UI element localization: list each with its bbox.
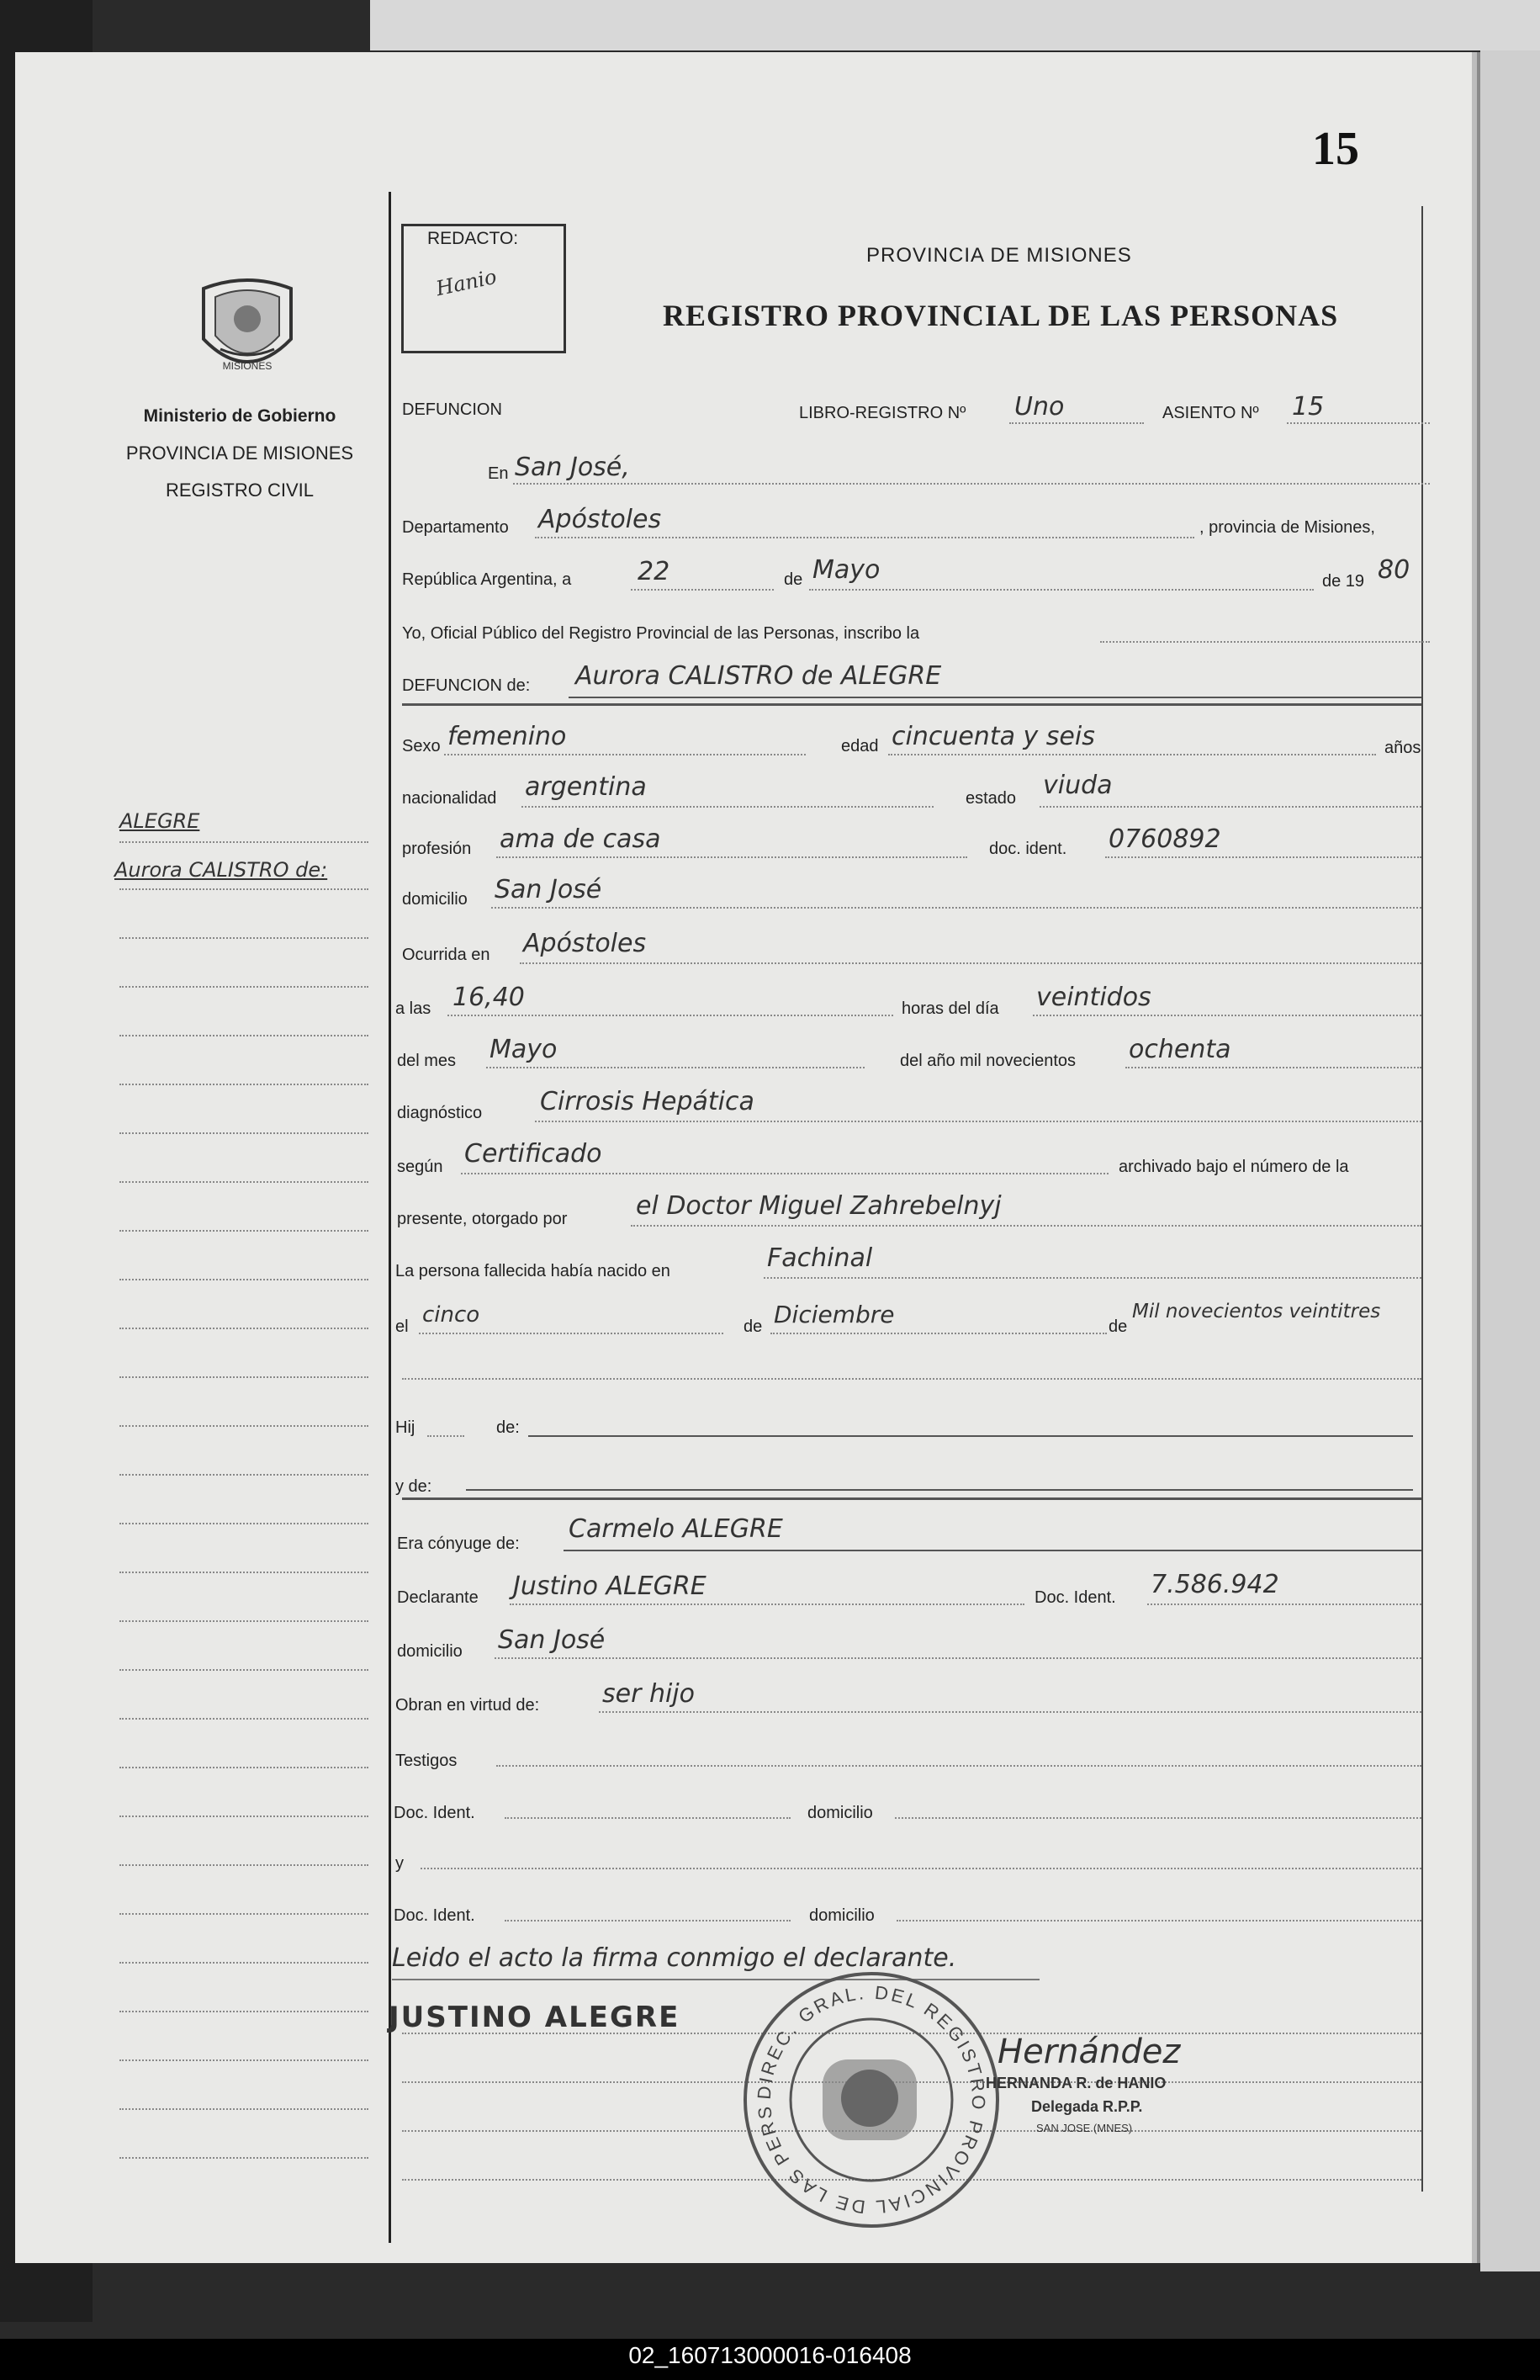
diagnostico-label: diagnóstico xyxy=(397,1104,483,1122)
margin-rule xyxy=(119,1084,368,1085)
margin-rule xyxy=(119,2059,368,2061)
hij-label: Hij xyxy=(395,1418,415,1437)
anos-label: años xyxy=(1384,739,1421,757)
testigo2-domicilio-label: domicilio xyxy=(809,1906,875,1925)
margin-rule xyxy=(119,1132,368,1134)
en-line xyxy=(513,483,1430,485)
defuncion-de-label: DEFUNCION de: xyxy=(402,676,531,695)
domicilio2-line xyxy=(495,1657,1421,1659)
province-title: PROVINCIA DE MISIONES xyxy=(866,244,1132,267)
margin-rule xyxy=(119,1572,368,1573)
edad-line xyxy=(888,754,1376,755)
official-place: SAN JOSE (MNES) xyxy=(1036,2122,1133,2134)
y-de-line xyxy=(466,1489,1413,1491)
declarante-doc-line xyxy=(1147,1603,1421,1605)
margin-rule xyxy=(119,1913,368,1915)
declarante-doc-value: 7.586.942 xyxy=(1151,1570,1279,1599)
registry-title: REGISTRO PROVINCIAL DE LAS PERSONAS xyxy=(663,299,1339,332)
birth-month-line xyxy=(770,1333,1107,1334)
y-line xyxy=(421,1868,1421,1869)
presente-value: el Doctor Miguel Zahrebelnyj xyxy=(636,1191,1002,1221)
asiento-value: 15 xyxy=(1292,392,1325,421)
seal-text: DIREC. GRAL. DEL REGISTRO PROVINCIAL DE LAS PERS xyxy=(753,1981,990,2218)
segun-value: Certificado xyxy=(464,1139,602,1169)
margin-rule xyxy=(119,841,368,843)
month-value: Mayo xyxy=(812,555,881,585)
a-las-label: a las xyxy=(395,999,431,1018)
libro-line xyxy=(1009,422,1144,424)
profesion-value: ama de casa xyxy=(500,824,661,854)
asiento-label: ASIENTO Nº xyxy=(1162,404,1259,422)
registry-civil-label: REGISTRO CIVIL xyxy=(165,480,315,501)
hora-value: 16,40 xyxy=(452,983,525,1012)
conyuge-line xyxy=(564,1550,1421,1551)
y-de-label: y de: xyxy=(395,1477,432,1496)
estado-label: estado xyxy=(966,789,1017,808)
deceased-name: Aurora CALISTRO de ALEGRE xyxy=(575,661,942,691)
margin-rule xyxy=(119,1669,368,1671)
margin-rule xyxy=(119,888,368,890)
profesion-label: profesión xyxy=(402,840,472,858)
nacionalidad-value: argentina xyxy=(525,772,647,802)
diagnostico-value: Cirrosis Hepática xyxy=(540,1087,754,1116)
doc-ident-value: 0760892 xyxy=(1109,824,1221,854)
republica-label: República Argentina, a xyxy=(402,570,572,589)
nacido-label: La persona fallecida había nacido en xyxy=(395,1262,670,1280)
diagnostico-line xyxy=(535,1121,1421,1122)
y-label: y xyxy=(395,1854,404,1873)
margin-rule xyxy=(119,1815,368,1817)
day-line xyxy=(631,589,774,591)
page-right-edge xyxy=(1480,50,1540,2271)
del-mes-label: del mes xyxy=(397,1052,457,1070)
section-rule xyxy=(402,703,1421,706)
testigo2-doc-line xyxy=(505,1920,791,1921)
testigo2-domicilio-line xyxy=(897,1920,1421,1921)
conyuge-value: Carmelo ALEGRE xyxy=(569,1514,783,1544)
margin-rule xyxy=(119,2011,368,2012)
leido-text: Leido el acto la firma conmigo el declarante. xyxy=(392,1943,957,1973)
mes-line xyxy=(486,1067,865,1068)
testigo1-doc-line xyxy=(505,1817,791,1819)
margin-rule xyxy=(119,1864,368,1866)
extra-line xyxy=(402,1378,1421,1380)
margin-rule xyxy=(119,1718,368,1720)
margin-rule xyxy=(119,1474,368,1476)
margin-rule xyxy=(119,2157,368,2159)
segun-label: según xyxy=(397,1158,443,1176)
shield-text: MISIONES xyxy=(222,360,273,372)
presente-label: presente, otorgado por xyxy=(397,1210,568,1228)
defuncion-heading: DEFUNCION xyxy=(402,400,502,419)
official-name: HERNANDA R. de HANIO xyxy=(986,2075,1167,2091)
left-province-label: PROVINCIA DE MISIONES xyxy=(125,443,354,464)
conyuge-label: Era cónyuge de: xyxy=(397,1535,520,1553)
margin-surname: ALEGRE xyxy=(119,809,200,833)
estado-line xyxy=(1040,806,1421,808)
deceased-name-line xyxy=(569,697,1421,698)
de-year-label: de 19 xyxy=(1322,572,1365,591)
asiento-line xyxy=(1287,422,1430,424)
de-label-3: de xyxy=(1109,1317,1128,1336)
provincia-suffix: , provincia de Misiones, xyxy=(1199,518,1375,537)
de-label: de xyxy=(784,570,803,589)
edad-value: cincuenta y seis xyxy=(892,722,1095,751)
hij-de-line xyxy=(528,1435,1413,1437)
departamento-line xyxy=(535,537,1194,538)
month-line xyxy=(809,589,1314,591)
declarante-signature: JUSTINO ALEGRE xyxy=(389,2001,680,2034)
nacionalidad-line xyxy=(521,806,934,808)
image-caption: 02_160713000016-016408 xyxy=(628,2342,912,2368)
profesion-line xyxy=(496,856,967,858)
ministry-label: Ministerio de Gobierno xyxy=(143,406,336,426)
edad-label: edad xyxy=(841,737,879,755)
estado-value: viuda xyxy=(1043,771,1113,800)
section-rule-2 xyxy=(402,1497,1421,1500)
domicilio-line xyxy=(491,907,1421,909)
margin-rule xyxy=(119,937,368,939)
mes-value: Mayo xyxy=(490,1035,558,1064)
ano-line xyxy=(1125,1067,1421,1068)
obran-line xyxy=(599,1711,1421,1713)
dia-value: veintidos xyxy=(1036,983,1151,1012)
margin-rule xyxy=(119,1328,368,1329)
testigo1-domicilio-label: domicilio xyxy=(807,1804,873,1822)
province-shield-icon xyxy=(195,272,299,389)
redacto-signature: Hanio xyxy=(433,264,499,301)
el-label: el xyxy=(395,1317,409,1336)
official-role: Delegada R.P.P. xyxy=(1031,2098,1143,2115)
declarante-label: Declarante xyxy=(397,1588,479,1607)
margin-rule xyxy=(119,1425,368,1427)
archivado-label: archivado bajo el número de la xyxy=(1119,1158,1349,1176)
horas-label: horas del día xyxy=(902,999,999,1018)
margin-rule xyxy=(119,1767,368,1768)
ocurrida-line xyxy=(520,962,1421,964)
libro-label: LIBRO-REGISTRO Nº xyxy=(799,404,966,422)
oficial-line xyxy=(1100,641,1430,643)
margin-rule xyxy=(119,1181,368,1183)
testigo1-domicilio-line xyxy=(895,1817,1421,1819)
domicilio2-value: San José xyxy=(498,1625,606,1655)
doc-ident-label: doc. ident. xyxy=(989,840,1067,858)
ano-value: ochenta xyxy=(1129,1035,1231,1064)
nacido-line xyxy=(764,1277,1421,1279)
sexo-value: femenino xyxy=(447,722,567,751)
official-signature: Hernández xyxy=(998,2033,1181,2071)
margin-rule xyxy=(119,986,368,988)
right-border xyxy=(1421,206,1423,2192)
page-top-edge xyxy=(370,0,1540,50)
testigo1-doc-label: Doc. Ident. xyxy=(394,1804,475,1822)
hora-line xyxy=(447,1015,893,1016)
en-label: En xyxy=(488,464,509,483)
presente-line xyxy=(631,1225,1421,1227)
year-value: 80 xyxy=(1378,555,1410,585)
redacto-label: REDACTO: xyxy=(427,229,519,248)
margin-rule xyxy=(119,1620,368,1622)
margin-full-name: Aurora CALISTRO de: xyxy=(114,858,328,882)
hij-line xyxy=(427,1435,464,1437)
margin-rule xyxy=(119,2108,368,2110)
page-number: 15 xyxy=(1312,123,1359,175)
en-value: San José, xyxy=(515,453,630,482)
domicilio-value: San José xyxy=(495,875,602,904)
el-line xyxy=(419,1333,723,1334)
domicilio-label: domicilio xyxy=(402,890,468,909)
birth-year-value: Mil novecientos veintitres xyxy=(1132,1301,1381,1323)
segun-line xyxy=(461,1173,1109,1174)
testigo2-doc-label: Doc. Ident. xyxy=(394,1906,475,1925)
domicilio2-label: domicilio xyxy=(397,1642,463,1661)
obran-label: Obran en virtud de: xyxy=(395,1696,540,1715)
margin-rule xyxy=(119,1230,368,1232)
oficial-text: Yo, Oficial Público del Registro Provincial de las Personas, inscribo la xyxy=(402,624,920,643)
departamento-value: Apóstoles xyxy=(538,505,662,534)
ocurrida-value: Apóstoles xyxy=(523,929,647,958)
testigos-line xyxy=(496,1765,1421,1767)
doc-ident-line xyxy=(1105,856,1421,858)
dia-line xyxy=(1033,1015,1421,1016)
declarante-value: Justino ALEGRE xyxy=(513,1572,706,1601)
margin-rule xyxy=(119,1035,368,1036)
birth-month-value: Diciembre xyxy=(774,1301,895,1328)
margin-rule xyxy=(119,1523,368,1524)
margin-rule xyxy=(119,1279,368,1280)
de-label-2: de xyxy=(744,1317,763,1336)
sexo-line xyxy=(444,754,806,755)
margin-rule xyxy=(119,1962,368,1964)
nacionalidad-label: nacionalidad xyxy=(402,789,497,808)
sexo-label: Sexo xyxy=(402,737,441,755)
official-seal-icon xyxy=(738,1967,1004,2237)
hij-de-label: de: xyxy=(496,1418,520,1437)
day-value: 22 xyxy=(638,557,670,586)
el-value: cinco xyxy=(422,1302,480,1328)
margin-rule xyxy=(119,1376,368,1378)
declarante-doc-label: Doc. Ident. xyxy=(1035,1588,1116,1607)
declarante-line xyxy=(510,1603,1024,1605)
departamento-label: Departamento xyxy=(402,518,509,537)
libro-value: Uno xyxy=(1014,392,1065,421)
testigos-label: Testigos xyxy=(395,1752,458,1770)
nacido-value: Fachinal xyxy=(767,1243,873,1273)
ocurrida-label: Ocurrida en xyxy=(402,946,490,964)
margin-divider xyxy=(389,192,391,2243)
del-ano-label: del año mil novecientos xyxy=(900,1052,1077,1070)
obran-value: ser hijo xyxy=(602,1679,695,1709)
